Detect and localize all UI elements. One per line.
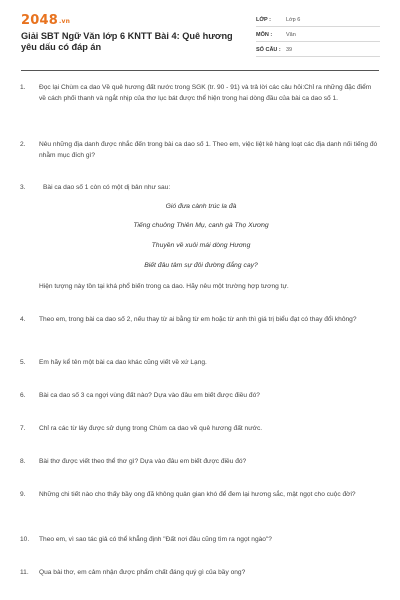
poem-line: Gió đưa cành trúc la đà [165,203,237,210]
page-header [0,0,400,68]
header-divider [21,70,379,71]
page-title: Giải SBT Ngữ Văn lớp 6 KNTT Bài 4: Quê hương yêu dấu có đáp án [21,31,233,52]
meta-row-subject: MÔN : Văn [256,29,380,42]
meta-row-count: SỐ CÂU : 39 [256,44,380,57]
poem-line: Thuyền về xuôi mái dòng Hương [151,242,251,249]
meta-info [256,14,380,59]
document-page: 2048.vn Giải SBT Ngữ Văn lớp 6 KNTT Bài 4: Quê hương yêu dấu có đáp án LỚP : Lớp 6 MÔN : Văn SỐ CÂU : 39 1. Đọc lại Chùm ca dao Về quê hương đất nước trong SGK (tr. 90 - 91) và trả lời các câu hỏi:Chỉ ra những đặc điểm về cách phối thanh và ngắt nhịp của thơ lục bát được thể hiện trong hai dòng đầu của bài ca dao số 1. 2. Nêu những địa danh được nhắc đến trong bài ca dao số 1. Theo em, việc liệt kê hàng loạt các địa danh nối tiếng đó nhằm mục đích gì? 3. Bài ca dao số 1 còn có một dị bản như sau: Gió đưa cành trúc la đà Tiếng chuông Thiên Mụ, canh gà Thọ Xương Thuyền về xuôi mái dòng Hương Biết đâu tâm sự đôi đường đắng cay? Hiện tượng này tồn tại khá phổ biến trong ca dao. Hãy nêu một trường hợp tương tự. 4. Theo em, trong bài ca dao số 2, nếu thay từ ai bằng từ em hoặc từ anh thì giá trị biểu đạt có thay đổi không? 5. Em hãy kể tên một bài ca dao khác cũng viết về xứ Lạng. 6. Bài ca dao số 3 ca ngợi vùng đất nào? Dựa vào đâu em biết được điều đó? 7. Chỉ ra các từ láy được sử dụng trong Chùm ca dao về quê hương đất nước. 8. Bài thơ được viết theo thể thơ gì? Dựa vào đâu em biết được điều đó? 9. Những chi tiết nào cho thấy bầy ong đã không quản gian khó để đem lại hương sắc, mật ngọt cho cuộc đời? 10. Theo em, vì sao tác giả có thể khẳng định "Đất nơi đâu cũng tìm ra ngọt ngào"? 11. Qua bài thơ, em cảm nhận được phẩm chất đáng quý gì của bầy ong? [0,0,400,600]
poem-line: Biết đâu tâm sự đôi đường đắng cay? [144,262,258,269]
site-logo[interactable]: 2048.vn [21,13,71,28]
meta-row-class: LỚP : Lớp 6 [256,14,380,27]
poem-line: Tiếng chuông Thiên Mụ, canh gà Thọ Xương [133,222,269,229]
